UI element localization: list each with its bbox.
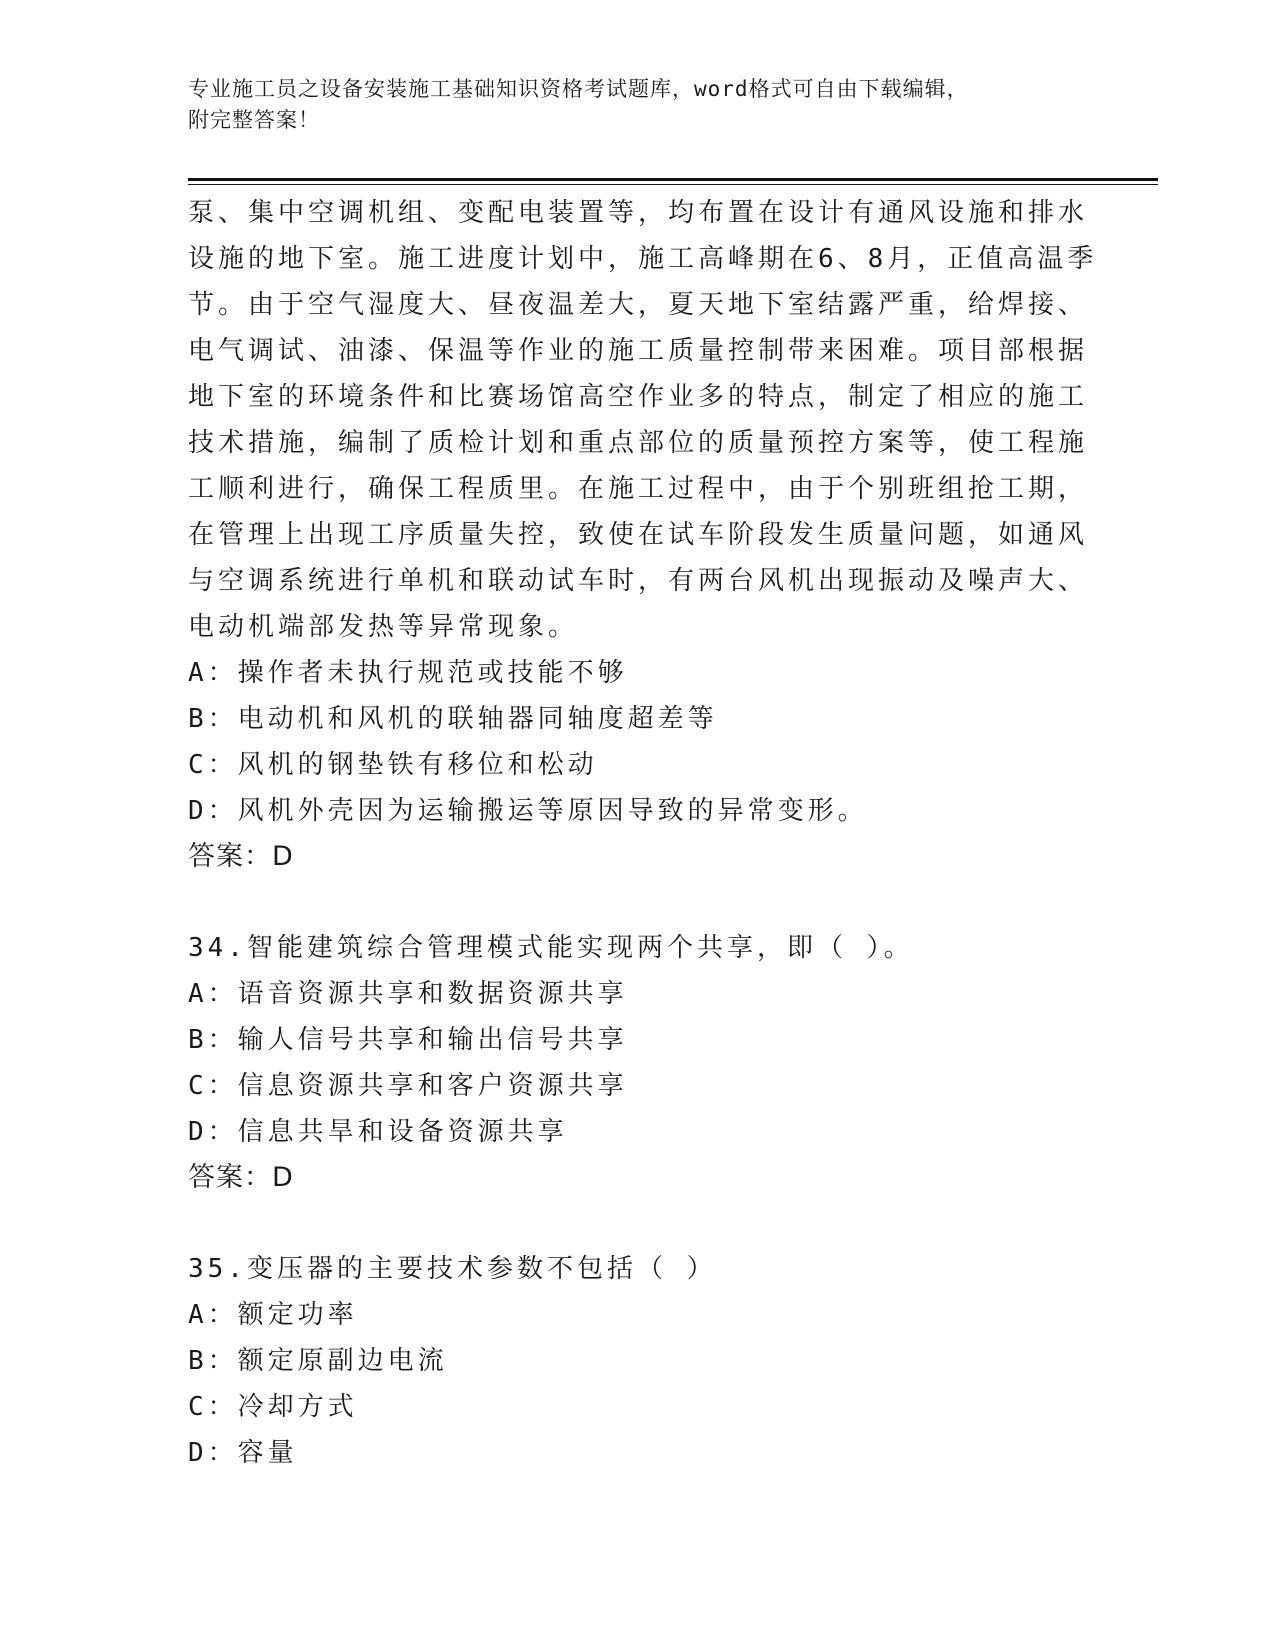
document-header [188,74,1088,136]
option-d: D：容量 [188,1438,298,1468]
passage-line: 工顺利进行，确保工程质里。在施工过程中，由于个别班组抢工期， [188,474,1089,504]
option-a: A：语音资源共享和数据资源共享 [188,979,628,1009]
question-34 [188,925,1088,1201]
option-a: A：操作者未执行规范或技能不够 [188,658,628,688]
header-line-2: 附完整答案！ [188,108,320,132]
option-d: D：风机外壳因为运输搬运等原因导致的异常变形。 [188,796,868,826]
header-divider-thin [188,184,1158,185]
spacer [188,880,1088,925]
option-c: C：冷却方式 [188,1392,358,1422]
option-b: B：额定原副边电流 [188,1346,448,1376]
passage-line: 在管理上出现工序质量失控，致使在试车阶段发生质量问题，如通风 [188,520,1089,550]
option-c: C：信息资源共享和客户资源共享 [188,1071,628,1101]
passage-line: 电气调试、油漆、保温等作业的施工质量控制带来困难。项目部根据 [188,336,1089,366]
question-text: 35.变压器的主要技术参数不包括（ ） [188,1254,717,1284]
question-35 [188,1246,1088,1476]
passage-line: 电动机端部发热等异常现象。 [188,612,579,642]
answer-label: 答案：D [188,841,294,872]
answer-label: 答案：D [188,1162,294,1193]
option-a: A：额定功率 [188,1300,358,1330]
spacer [188,1201,1088,1246]
passage-line: 泵、集中空调机组、变配电装置等，均布置在设计有通风设施和排水 [188,198,1089,228]
passage-line: 与空调系统进行单机和联动试车时，有两台风机出现振动及噪声大、 [188,566,1089,596]
option-d: D：信息共旱和设备资源共享 [188,1117,568,1147]
option-b: B：电动机和风机的联轴器同轴度超差等 [188,704,718,734]
passage-line: 地下室的环境条件和比赛场馆高空作业多的特点，制定了相应的施工 [188,382,1089,412]
header-divider-thick [188,178,1158,181]
passage-line: 技术措施，编制了质检计划和重点部位的质量预控方案等，使工程施 [188,428,1089,458]
question-text: 34.智能建筑综合管理模式能实现两个共享，即（ ）。 [188,933,914,963]
document-body [188,190,1098,1476]
header-line-1: 专业施工员之设备安装施工基础知识资格考试题库，word格式可自由下载编辑， [188,77,969,101]
option-b: B：输人信号共享和输出信号共享 [188,1025,628,1055]
passage-line: 节。由于空气湿度大、昼夜温差大，夏天地下室结露严重，给焊接、 [188,290,1089,320]
question-passage [188,190,1098,880]
passage-line: 设施的地下室。施工进度计划中，施工高峰期在6、8月，正值高温季 [188,244,1098,274]
option-c: C：风机的钢垫铁有移位和松动 [188,750,598,780]
